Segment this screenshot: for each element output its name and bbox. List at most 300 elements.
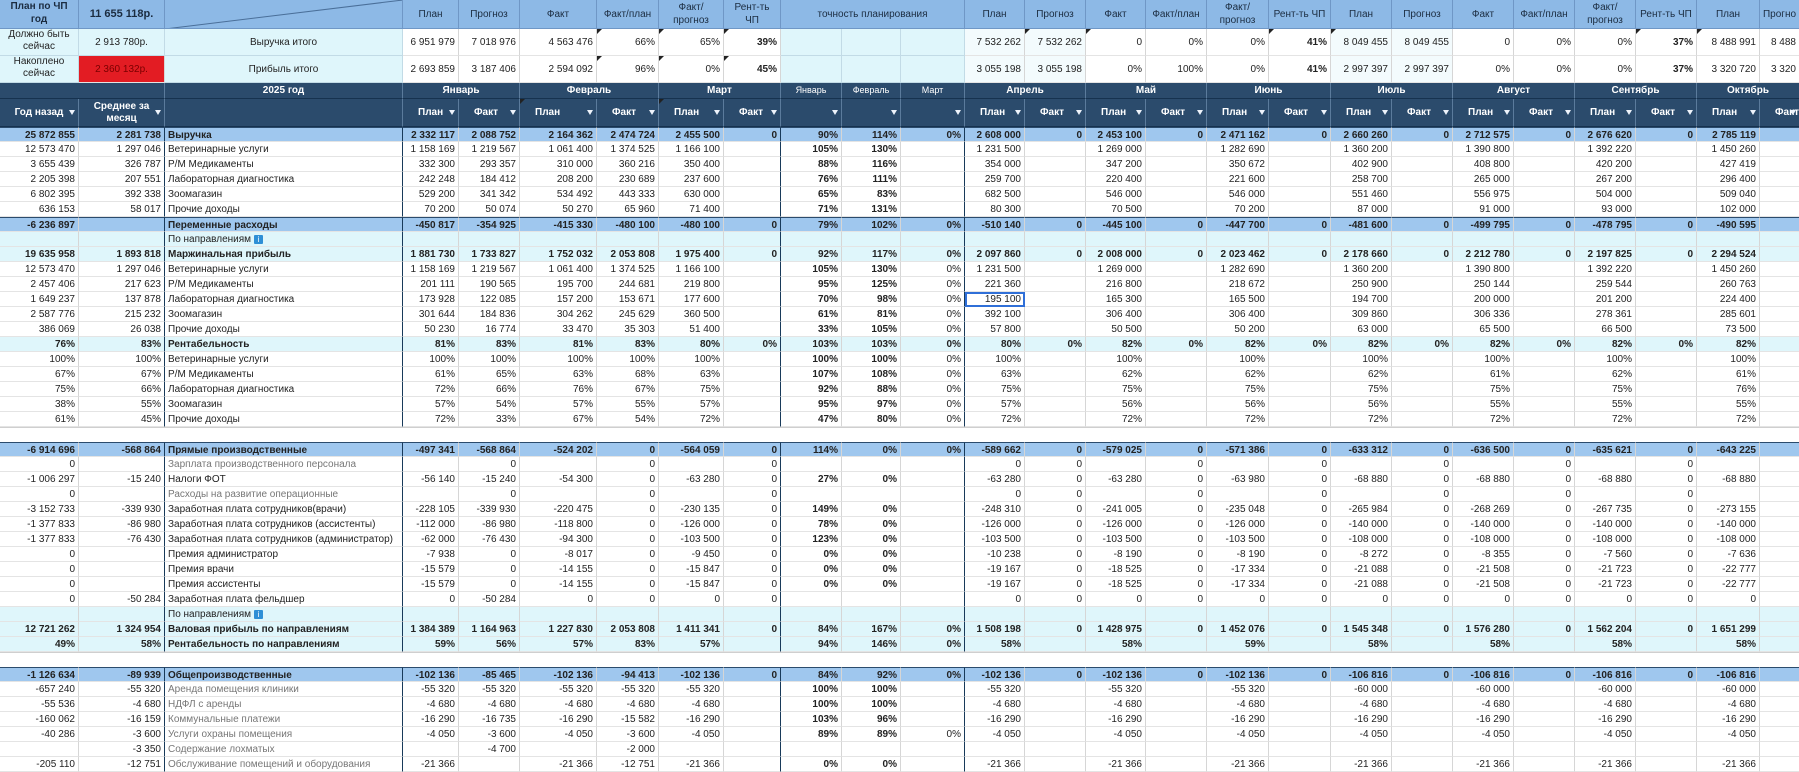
row-12-cell[interactable] (1514, 307, 1575, 322)
row-13-cell[interactable]: 50 200 (1207, 322, 1269, 337)
row-6-cell[interactable] (79, 217, 165, 232)
row-1-cell[interactable] (1636, 142, 1697, 157)
row-28-cell[interactable] (79, 547, 165, 562)
row-17-cell[interactable] (1392, 382, 1453, 397)
row-40-cell[interactable]: -4 050 (1086, 727, 1146, 742)
row-13-cell[interactable]: 26 038 (79, 322, 165, 337)
row-37-cell[interactable] (901, 682, 965, 697)
row-36-cell[interactable]: 84% (781, 667, 842, 682)
row-8-cell[interactable]: 1 752 032 (520, 247, 597, 262)
row-27-cell[interactable]: 0 (1514, 532, 1575, 547)
row-41-cell[interactable]: -3 350 (79, 742, 165, 757)
row-7-cell[interactable] (1146, 232, 1207, 247)
row-37-cell[interactable] (1514, 682, 1575, 697)
row-10-cell[interactable] (1514, 277, 1575, 292)
prof-row-cell[interactable]: 0% (1514, 56, 1575, 83)
row-42-cell[interactable] (1514, 757, 1575, 772)
row-6-cell[interactable]: 0 (1514, 217, 1575, 232)
row-1-cell[interactable]: 1 392 220 (1575, 142, 1636, 157)
row-25-cell[interactable]: -339 930 (79, 502, 165, 517)
row-7-cell[interactable] (842, 232, 901, 247)
row-36-cell[interactable]: -106 816 (1331, 667, 1392, 682)
row-37-cell[interactable]: -60 000 (1331, 682, 1392, 697)
row-38-cell[interactable]: -4 680 (459, 697, 520, 712)
row-19-cell[interactable] (724, 412, 781, 427)
rev-row-cell[interactable]: 7 532 262 (965, 29, 1025, 56)
row-17-cell[interactable]: 67% (597, 382, 659, 397)
row-30-cell[interactable]: -17 334 (1207, 577, 1269, 592)
row-32-cell[interactable] (965, 607, 1025, 622)
row-12-cell[interactable]: 306 400 (1086, 307, 1146, 322)
row-34-cell[interactable]: 58% (79, 637, 165, 652)
row-36-cell[interactable]: -102 136 (965, 667, 1025, 682)
row-27-cell[interactable] (1760, 532, 1799, 547)
row-3-cell[interactable] (1760, 172, 1799, 187)
row-18-cell[interactable]: 0% (901, 397, 965, 412)
row-15-cell[interactable] (724, 352, 781, 367)
row-15-cell[interactable]: 100% (597, 352, 659, 367)
row-12-cell[interactable]: 81% (842, 307, 901, 322)
row-3-cell[interactable] (1392, 172, 1453, 187)
row-12-cell[interactable] (1760, 307, 1799, 322)
row-8-cell[interactable]: 1 733 827 (459, 247, 520, 262)
row-22-cell[interactable] (1575, 457, 1636, 472)
row-26-cell[interactable]: -126 000 (965, 517, 1025, 532)
row-38-cell[interactable] (1636, 697, 1697, 712)
row-24-cell[interactable]: 0 (1392, 487, 1453, 502)
row-38-cell[interactable] (1269, 697, 1331, 712)
row-42-cell[interactable] (459, 757, 520, 772)
rev-row-cell[interactable]: 65% (659, 29, 724, 56)
row-24-cell[interactable]: 0 (0, 487, 79, 502)
row-11-cell[interactable]: 173 928 (403, 292, 459, 307)
row-40-cell[interactable] (1269, 727, 1331, 742)
row-28-cell[interactable]: -8 190 (1207, 547, 1269, 562)
row-2-cell[interactable]: 293 357 (459, 157, 520, 172)
row-42-cell[interactable]: 0% (842, 757, 901, 772)
row-31-cell[interactable]: 0 (1392, 592, 1453, 607)
filter-icon[interactable] (1626, 110, 1632, 115)
row-33-cell[interactable]: 1 576 280 (1453, 622, 1514, 637)
row-4-cell[interactable] (1392, 187, 1453, 202)
rev-row-cell[interactable]: 0% (1575, 29, 1636, 56)
row-24-cell[interactable]: 0 (965, 487, 1025, 502)
filter-icon[interactable] (832, 110, 838, 115)
rev-row-cell[interactable]: 8 049 455 (1331, 29, 1392, 56)
row-14-cell[interactable]: 0% (1146, 337, 1207, 352)
row-3-cell[interactable]: 237 600 (659, 172, 724, 187)
row-18-cell[interactable] (1146, 397, 1207, 412)
row-42-cell[interactable]: -21 366 (1331, 757, 1392, 772)
row-15-cell[interactable] (1269, 352, 1331, 367)
row-32-cell[interactable] (842, 607, 901, 622)
row-29-cell[interactable]: 0 (724, 562, 781, 577)
column-header-15[interactable] (1207, 99, 1269, 127)
row-1-cell[interactable] (1392, 142, 1453, 157)
row-18-cell[interactable]: 55% (1453, 397, 1514, 412)
row-6-cell[interactable]: -447 700 (1207, 217, 1269, 232)
row-27-cell[interactable] (901, 532, 965, 547)
row-26-cell[interactable]: 0 (1025, 517, 1086, 532)
row-24-cell[interactable]: 0 (1514, 487, 1575, 502)
row-15-cell[interactable] (1025, 352, 1086, 367)
row-25-cell[interactable]: 0 (724, 502, 781, 517)
row-27-cell[interactable]: -108 000 (1575, 532, 1636, 547)
row-26-cell[interactable]: -126 000 (1086, 517, 1146, 532)
row-5-cell[interactable]: 87 000 (1331, 202, 1392, 217)
row-42-cell[interactable]: -21 366 (659, 757, 724, 772)
row-15-cell[interactable]: 100% (1697, 352, 1760, 367)
row-37-cell[interactable]: -60 000 (1575, 682, 1636, 697)
row-28-cell[interactable]: 0% (781, 547, 842, 562)
row-1-cell[interactable] (901, 142, 965, 157)
row-26-cell[interactable]: 0 (1146, 517, 1207, 532)
row-23-cell[interactable]: -15 240 (79, 472, 165, 487)
row-11-cell[interactable]: 1 649 237 (0, 292, 79, 307)
row-17-cell[interactable] (724, 382, 781, 397)
row-34-cell[interactable]: 57% (520, 637, 597, 652)
row-13-cell[interactable]: 65 500 (1453, 322, 1514, 337)
row-38-cell[interactable]: -4 680 (1086, 697, 1146, 712)
row-41-cell[interactable] (1269, 742, 1331, 757)
row-0-cell[interactable]: 0 (1269, 127, 1331, 142)
row-3-cell[interactable] (901, 172, 965, 187)
row-15-cell[interactable] (1760, 352, 1799, 367)
row-12-cell[interactable] (1146, 307, 1207, 322)
row-0-cell[interactable]: 2 785 119 (1697, 127, 1760, 142)
row-31-cell[interactable] (901, 592, 965, 607)
row-26-cell[interactable]: 0 (1392, 517, 1453, 532)
row-42-cell[interactable] (724, 757, 781, 772)
row-0-cell[interactable]: 2 676 620 (1575, 127, 1636, 142)
row-3-cell[interactable] (1514, 172, 1575, 187)
filter-icon[interactable] (1504, 110, 1510, 115)
row-30-cell[interactable]: 0 (0, 577, 79, 592)
row-11-cell[interactable]: 177 600 (659, 292, 724, 307)
row-37-cell[interactable] (1636, 682, 1697, 697)
row-26-cell[interactable]: -1 377 833 (0, 517, 79, 532)
row-9-cell[interactable] (1146, 262, 1207, 277)
row-16-cell[interactable] (1636, 367, 1697, 382)
row-4-cell[interactable]: 630 000 (659, 187, 724, 202)
row-37-cell[interactable]: -55 320 (597, 682, 659, 697)
row-42-cell[interactable] (1269, 757, 1331, 772)
row-24-cell[interactable] (520, 487, 597, 502)
row-25-cell[interactable]: 0 (1392, 502, 1453, 517)
row-18-cell[interactable] (1760, 397, 1799, 412)
row-33-cell[interactable]: 84% (781, 622, 842, 637)
row-16-cell[interactable]: 108% (842, 367, 901, 382)
row-14-cell[interactable]: 0% (724, 337, 781, 352)
row-32-cell[interactable] (901, 607, 965, 622)
row-5-cell[interactable]: 91 000 (1453, 202, 1514, 217)
row-26-cell[interactable]: 0 (724, 517, 781, 532)
row-1-cell[interactable]: 1 219 567 (459, 142, 520, 157)
row-31-cell[interactable]: 0 (1331, 592, 1392, 607)
row-24-cell[interactable] (1086, 487, 1146, 502)
row-39-cell[interactable]: 96% (842, 712, 901, 727)
row-23-cell[interactable]: -63 280 (965, 472, 1025, 487)
row-21-cell[interactable]: -643 225 (1697, 442, 1760, 457)
row-40-cell[interactable]: -3 600 (597, 727, 659, 742)
row-30-cell[interactable]: 0 (1025, 577, 1086, 592)
row-38-cell[interactable]: -4 680 (1697, 697, 1760, 712)
column-header-22[interactable] (1636, 99, 1697, 127)
row-5-cell[interactable] (1025, 202, 1086, 217)
row-19-cell[interactable]: 72% (1331, 412, 1392, 427)
row-13-cell[interactable]: 73 500 (1697, 322, 1760, 337)
row-0-cell[interactable]: 0 (1392, 127, 1453, 142)
row-8-cell[interactable]: 0 (724, 247, 781, 262)
row-10-cell[interactable]: 244 681 (597, 277, 659, 292)
row-1-cell[interactable]: 1 061 400 (520, 142, 597, 157)
prof-row-cell[interactable]: 3 055 198 (1025, 56, 1086, 83)
row-31-cell[interactable] (1760, 592, 1799, 607)
row-14-cell[interactable]: 80% (659, 337, 724, 352)
row-31-cell[interactable]: 0 (1453, 592, 1514, 607)
row-34-cell[interactable] (724, 637, 781, 652)
row-11-cell[interactable]: 194 700 (1331, 292, 1392, 307)
prof-row-cell[interactable]: 100% (1146, 56, 1207, 83)
row-39-cell[interactable] (1025, 712, 1086, 727)
row-21-cell[interactable]: 0 (1146, 442, 1207, 457)
row-32-cell[interactable] (79, 607, 165, 622)
row-22-cell[interactable]: 0 (1636, 457, 1697, 472)
row-26-cell[interactable]: 0 (1269, 517, 1331, 532)
row-27-cell[interactable]: 0 (1146, 532, 1207, 547)
row-11-cell[interactable]: 165 300 (1086, 292, 1146, 307)
row-29-cell[interactable]: -15 579 (403, 562, 459, 577)
row-34-cell[interactable]: 58% (965, 637, 1025, 652)
filter-icon[interactable] (155, 110, 161, 115)
row-10-cell[interactable]: 125% (842, 277, 901, 292)
row-38-cell[interactable] (901, 697, 965, 712)
row-1-cell[interactable]: 1 360 200 (1331, 142, 1392, 157)
row-11-cell[interactable]: 165 500 (1207, 292, 1269, 307)
row-24-cell[interactable]: 0 (1025, 487, 1086, 502)
row-2-cell[interactable]: 3 655 439 (0, 157, 79, 172)
row-22-cell[interactable] (781, 457, 842, 472)
row-10-cell[interactable]: 190 565 (459, 277, 520, 292)
row-30-cell[interactable]: 0 (1636, 577, 1697, 592)
prof-row-cell[interactable]: 45% (724, 56, 781, 83)
row-37-cell[interactable]: -55 320 (459, 682, 520, 697)
comment-marker-icon[interactable] (1636, 29, 1641, 34)
row-13-cell[interactable] (1146, 322, 1207, 337)
row-32-cell[interactable] (597, 607, 659, 622)
row-33-cell[interactable]: 0 (1514, 622, 1575, 637)
row-14-cell[interactable]: 0% (1514, 337, 1575, 352)
row-17-cell[interactable]: 0% (901, 382, 965, 397)
row-18-cell[interactable]: 54% (459, 397, 520, 412)
row-27-cell[interactable]: 123% (781, 532, 842, 547)
row-5-cell[interactable] (1636, 202, 1697, 217)
row-36-cell[interactable]: 0 (1514, 667, 1575, 682)
row-36-cell[interactable]: 0 (1636, 667, 1697, 682)
prof-row-cell[interactable]: 2 997 397 (1392, 56, 1453, 83)
row-39-cell[interactable] (1636, 712, 1697, 727)
column-header-1[interactable] (79, 99, 165, 127)
row-11-cell[interactable] (1392, 292, 1453, 307)
row-41-cell[interactable] (1207, 742, 1269, 757)
row-32-cell[interactable] (1697, 607, 1760, 622)
row-42-cell[interactable]: -21 366 (520, 757, 597, 772)
row-29-cell[interactable]: 0 (597, 562, 659, 577)
row-2-cell[interactable]: 402 900 (1331, 157, 1392, 172)
row-9-cell[interactable]: 105% (781, 262, 842, 277)
row-13-cell[interactable]: 16 774 (459, 322, 520, 337)
row-17-cell[interactable]: 75% (1331, 382, 1392, 397)
rev-row-cell[interactable]: 8 049 455 (1392, 29, 1453, 56)
rev-row-cell[interactable]: 8 488 (1760, 29, 1799, 56)
row-9-cell[interactable]: 1 269 000 (1086, 262, 1146, 277)
row-32-cell[interactable] (520, 607, 597, 622)
row-14-cell[interactable]: 103% (842, 337, 901, 352)
row-6-cell[interactable]: -478 795 (1575, 217, 1636, 232)
row-36-cell[interactable]: -106 816 (1697, 667, 1760, 682)
row-6-cell[interactable]: -6 236 897 (0, 217, 79, 232)
row-10-cell[interactable]: 259 544 (1575, 277, 1636, 292)
row-33-cell[interactable]: 0 (1392, 622, 1453, 637)
row-1-cell[interactable]: 105% (781, 142, 842, 157)
row-7-cell[interactable] (1636, 232, 1697, 247)
row-29-cell[interactable] (901, 562, 965, 577)
row-23-cell[interactable]: -63 980 (1207, 472, 1269, 487)
row-14-cell[interactable]: 0% (1392, 337, 1453, 352)
row-9-cell[interactable]: 1 061 400 (520, 262, 597, 277)
row-30-cell[interactable]: -21 088 (1331, 577, 1392, 592)
row-31-cell[interactable] (842, 592, 901, 607)
row-39-cell[interactable]: -16 290 (1086, 712, 1146, 727)
row-10-cell[interactable]: 2 457 406 (0, 277, 79, 292)
rev-row-cell[interactable]: 0 (1086, 29, 1146, 56)
row-5-cell[interactable] (724, 202, 781, 217)
row-13-cell[interactable] (1392, 322, 1453, 337)
row-37-cell[interactable] (1025, 682, 1086, 697)
row-19-cell[interactable] (1514, 412, 1575, 427)
row-25-cell[interactable]: -235 048 (1207, 502, 1269, 517)
row-39-cell[interactable] (1760, 712, 1799, 727)
row-26-cell[interactable]: -86 980 (79, 517, 165, 532)
row-26-cell[interactable]: 0 (1514, 517, 1575, 532)
row-36-cell[interactable]: -106 816 (1453, 667, 1514, 682)
row-19-cell[interactable]: 67% (520, 412, 597, 427)
row-18-cell[interactable]: 55% (1575, 397, 1636, 412)
row-41-cell[interactable] (1760, 742, 1799, 757)
row-17-cell[interactable]: 66% (459, 382, 520, 397)
row-12-cell[interactable]: 304 262 (520, 307, 597, 322)
row-36-cell[interactable]: -102 136 (520, 667, 597, 682)
row-7-cell[interactable] (1453, 232, 1514, 247)
row-16-cell[interactable]: 62% (1086, 367, 1146, 382)
column-header-23[interactable] (1697, 99, 1760, 127)
row-9-cell[interactable]: 1 392 220 (1575, 262, 1636, 277)
row-40-cell[interactable]: -3 600 (79, 727, 165, 742)
row-6-cell[interactable]: -480 100 (597, 217, 659, 232)
row-29-cell[interactable] (79, 562, 165, 577)
row-33-cell[interactable]: 0 (1146, 622, 1207, 637)
row-4-cell[interactable]: 6 802 395 (0, 187, 79, 202)
row-11-cell[interactable]: 98% (842, 292, 901, 307)
row-3-cell[interactable]: 2 205 398 (0, 172, 79, 187)
column-header-24[interactable] (1760, 99, 1799, 127)
row-10-cell[interactable]: 260 763 (1697, 277, 1760, 292)
row-31-cell[interactable]: 0 (0, 592, 79, 607)
row-3-cell[interactable]: 259 700 (965, 172, 1025, 187)
row-18-cell[interactable]: 57% (520, 397, 597, 412)
row-36-cell[interactable]: -89 939 (79, 667, 165, 682)
row-9-cell[interactable] (1025, 262, 1086, 277)
row-10-cell[interactable]: 218 672 (1207, 277, 1269, 292)
row-19-cell[interactable]: 72% (1453, 412, 1514, 427)
row-12-cell[interactable] (1636, 307, 1697, 322)
row-30-cell[interactable] (79, 577, 165, 592)
row-6-cell[interactable]: -510 140 (965, 217, 1025, 232)
row-34-cell[interactable] (1760, 637, 1799, 652)
row-19-cell[interactable]: 72% (1207, 412, 1269, 427)
row-25-cell[interactable]: -228 105 (403, 502, 459, 517)
row-9-cell[interactable]: 1 374 525 (597, 262, 659, 277)
row-9-cell[interactable]: 1 450 260 (1697, 262, 1760, 277)
row-33-cell[interactable] (1760, 622, 1799, 637)
row-21-cell[interactable]: 0 (1514, 442, 1575, 457)
row-3-cell[interactable]: 207 551 (79, 172, 165, 187)
row-22-cell[interactable] (1697, 457, 1760, 472)
row-0-cell[interactable]: 2 474 724 (597, 127, 659, 142)
row-25-cell[interactable]: 149% (781, 502, 842, 517)
row-29-cell[interactable]: -18 525 (1086, 562, 1146, 577)
row-29-cell[interactable]: 0% (781, 562, 842, 577)
prof-row-cell[interactable]: 2 693 859 (403, 56, 459, 83)
row-34-cell[interactable]: 59% (1207, 637, 1269, 652)
row-0-cell[interactable]: 114% (842, 127, 901, 142)
row-17-cell[interactable]: 88% (842, 382, 901, 397)
row-30-cell[interactable]: 0 (1514, 577, 1575, 592)
row-27-cell[interactable]: 0 (1636, 532, 1697, 547)
row-14-cell[interactable]: 81% (520, 337, 597, 352)
row-40-cell[interactable] (724, 727, 781, 742)
row-27-cell[interactable]: -103 500 (1207, 532, 1269, 547)
row-38-cell[interactable] (1146, 697, 1207, 712)
row-39-cell[interactable]: -16 290 (1575, 712, 1636, 727)
row-8-cell[interactable]: 2 023 462 (1207, 247, 1269, 262)
row-2-cell[interactable]: 116% (842, 157, 901, 172)
row-18-cell[interactable]: 57% (659, 397, 724, 412)
row-21-cell[interactable]: -564 059 (659, 442, 724, 457)
row-34-cell[interactable] (1636, 637, 1697, 652)
row-8-cell[interactable]: 2 197 825 (1575, 247, 1636, 262)
row-33-cell[interactable]: 2 053 808 (597, 622, 659, 637)
row-5-cell[interactable]: 93 000 (1575, 202, 1636, 217)
comment-marker-icon[interactable] (597, 56, 602, 61)
row-34-cell[interactable]: 58% (1086, 637, 1146, 652)
row-10-cell[interactable] (1146, 277, 1207, 292)
row-5-cell[interactable] (901, 202, 965, 217)
row-11-cell[interactable]: 0% (901, 292, 965, 307)
row-33-cell[interactable]: 0 (1269, 622, 1331, 637)
row-26-cell[interactable]: 0% (842, 517, 901, 532)
row-26-cell[interactable] (901, 517, 965, 532)
row-9-cell[interactable]: 1 158 169 (403, 262, 459, 277)
row-0-cell[interactable]: 2 281 738 (79, 127, 165, 142)
row-40-cell[interactable]: -4 050 (1207, 727, 1269, 742)
row-5-cell[interactable]: 50 074 (459, 202, 520, 217)
row-22-cell[interactable]: 0 (724, 457, 781, 472)
row-1-cell[interactable] (1146, 142, 1207, 157)
row-39-cell[interactable]: 103% (781, 712, 842, 727)
row-5-cell[interactable]: 636 153 (0, 202, 79, 217)
row-5-cell[interactable]: 71 400 (659, 202, 724, 217)
